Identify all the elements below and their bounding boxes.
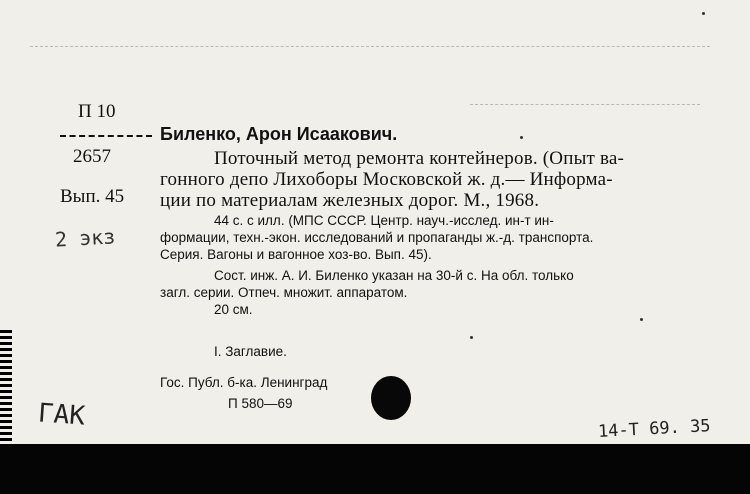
speck xyxy=(470,336,473,339)
shelf-divider xyxy=(60,135,152,137)
title-line-1: Поточный метод ремонта контейнеров. (Опыт ва- xyxy=(214,148,625,169)
physical-line-3: Серия. Вагоны и вагонное хоз-во. Вып. 45). xyxy=(160,247,432,262)
physical-line-2: формации, техн.-экон. исследований и пропаганды ж.-д. транспорта. xyxy=(160,230,594,245)
handwritten-code: 14-Т 69. 35 xyxy=(597,416,712,442)
ink-blot xyxy=(371,376,411,420)
speck xyxy=(702,12,705,15)
card-number: П 580—69 xyxy=(228,396,293,411)
shelf-number: 2657 xyxy=(73,146,111,167)
guide-line xyxy=(30,46,710,47)
author-heading: Биленко, Арон Исаакович. xyxy=(160,124,398,144)
note-line-1: Сост. инж. А. И. Биленко указан на 30-й с. На обл. только xyxy=(214,268,574,283)
tracing: I. Заглавие. xyxy=(214,344,287,359)
speck xyxy=(520,136,523,139)
library-line: Гос. Публ. б-ка. Ленинград xyxy=(160,375,328,390)
handwritten-copies: 2 экз xyxy=(54,224,116,252)
speck xyxy=(640,318,643,321)
title-line-3: ции по материалам железных дорог. М., 1968. xyxy=(160,190,540,211)
card-edge-marks xyxy=(0,330,12,444)
handwritten-stamp: ГАК xyxy=(37,398,86,432)
physical-line-1: 44 с. с илл. (МПС СССР. Центр. науч.-исслед. ин-т ин- xyxy=(214,213,554,228)
guide-line xyxy=(470,104,700,105)
issue-number: Вып. 45 xyxy=(60,186,125,207)
note-line-2: загл. серии. Отпеч. множит. аппаратом. xyxy=(160,285,408,300)
size-note: 20 см. xyxy=(214,302,253,317)
shelf-index: П 10 xyxy=(78,101,116,122)
title-line-2: гонного депо Лихоборы Московской ж. д.— Информа- xyxy=(160,169,613,190)
scan-border xyxy=(0,444,750,494)
